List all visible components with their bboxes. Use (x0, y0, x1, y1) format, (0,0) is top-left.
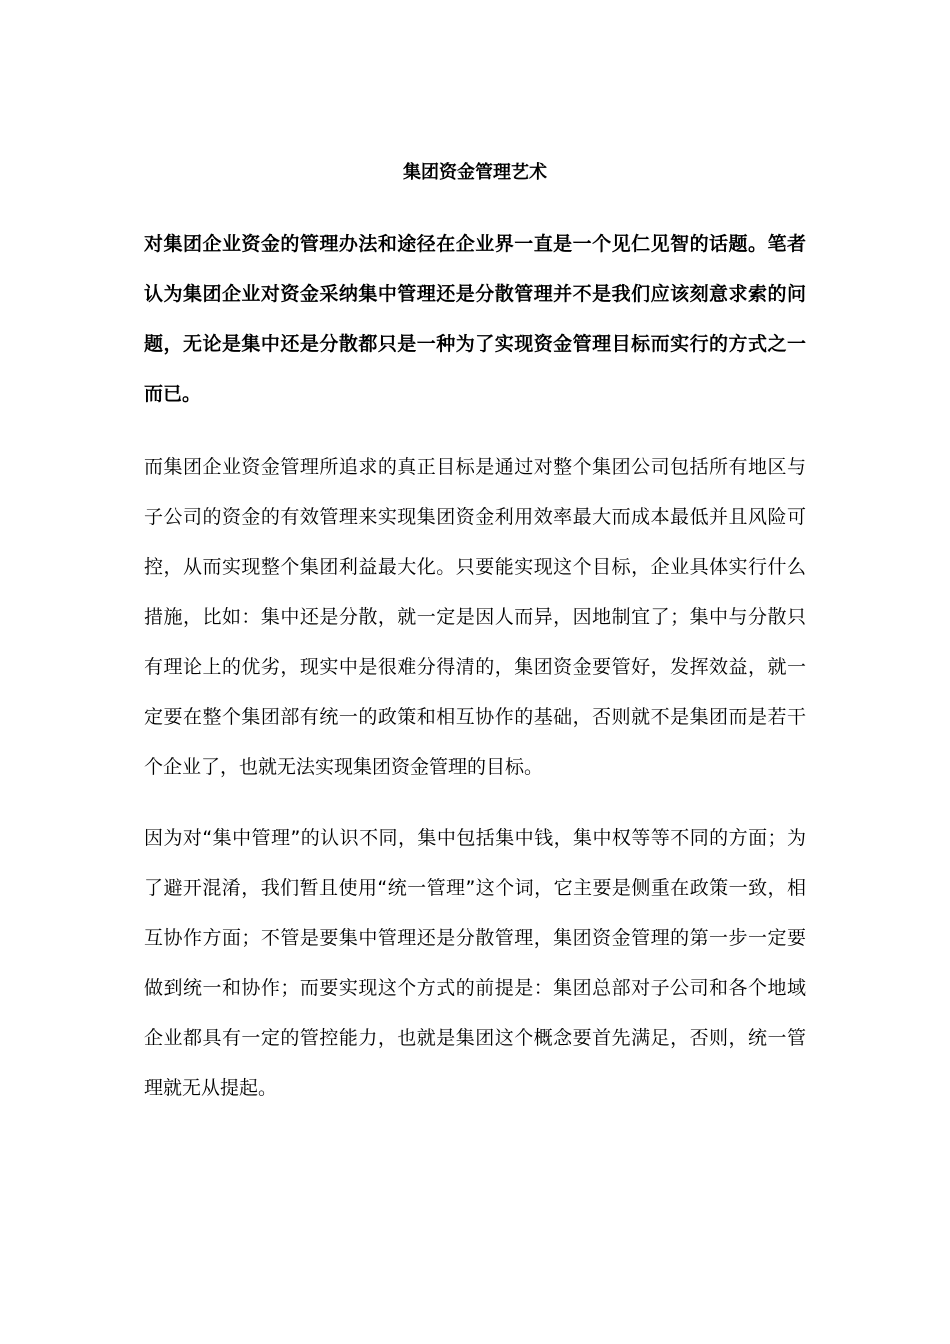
paragraph-unified-management: 因为对“集中管理”的认识不同，集中包括集中钱，集中权等等不同的方面；为了避开混淆，我们暂且使用“统一管理”这个词，它主要是侧重在政策一致，相互协作方面；不管是要集中管理还是分散管理，集团资金管理的第一步一定要做到统一和协作；而要实现这个方式的前提是：集团总部对子公司和各个地域企业都具有一定的管控能力，也就是集团这个概念要首先满足，否则，统一管理就无从提起。 (144, 827, 806, 1099)
document-title: 集团资金管理艺术 (403, 162, 547, 183)
document-page (144, 0, 806, 1344)
paragraph-intro: 对集团企业资金的管理办法和途径在企业界一直是一个见仁见智的话题。笔者认为集团企业对资金采纳集中管理还是分散管理并不是我们应该刻意求索的问题，无论是集中还是分散都只是一种为了实现资金管理目标而实行的方式之一而已。 (144, 233, 806, 405)
paragraph-goal: 而集团企业资金管理所追求的真正目标是通过对整个集团公司包括所有地区与子公司的资金的有效管理来实现集团资金利用效率最大而成本最低并且风险可控，从而实现整个集团利益最大化。只要能实现这个目标，企业具体实行什么措施，比如：集中还是分散，就一定是因人而异，因地制宜了；集中与分散只有理论上的优劣，现实中是很难分得清的，集团资金要管好，发挥效益，就一定要在整个集团部有统一的政策和相互协作的基础，否则就不是集团而是若干个企业了，也就无法实现集团资金管理的目标。 (144, 456, 806, 778)
